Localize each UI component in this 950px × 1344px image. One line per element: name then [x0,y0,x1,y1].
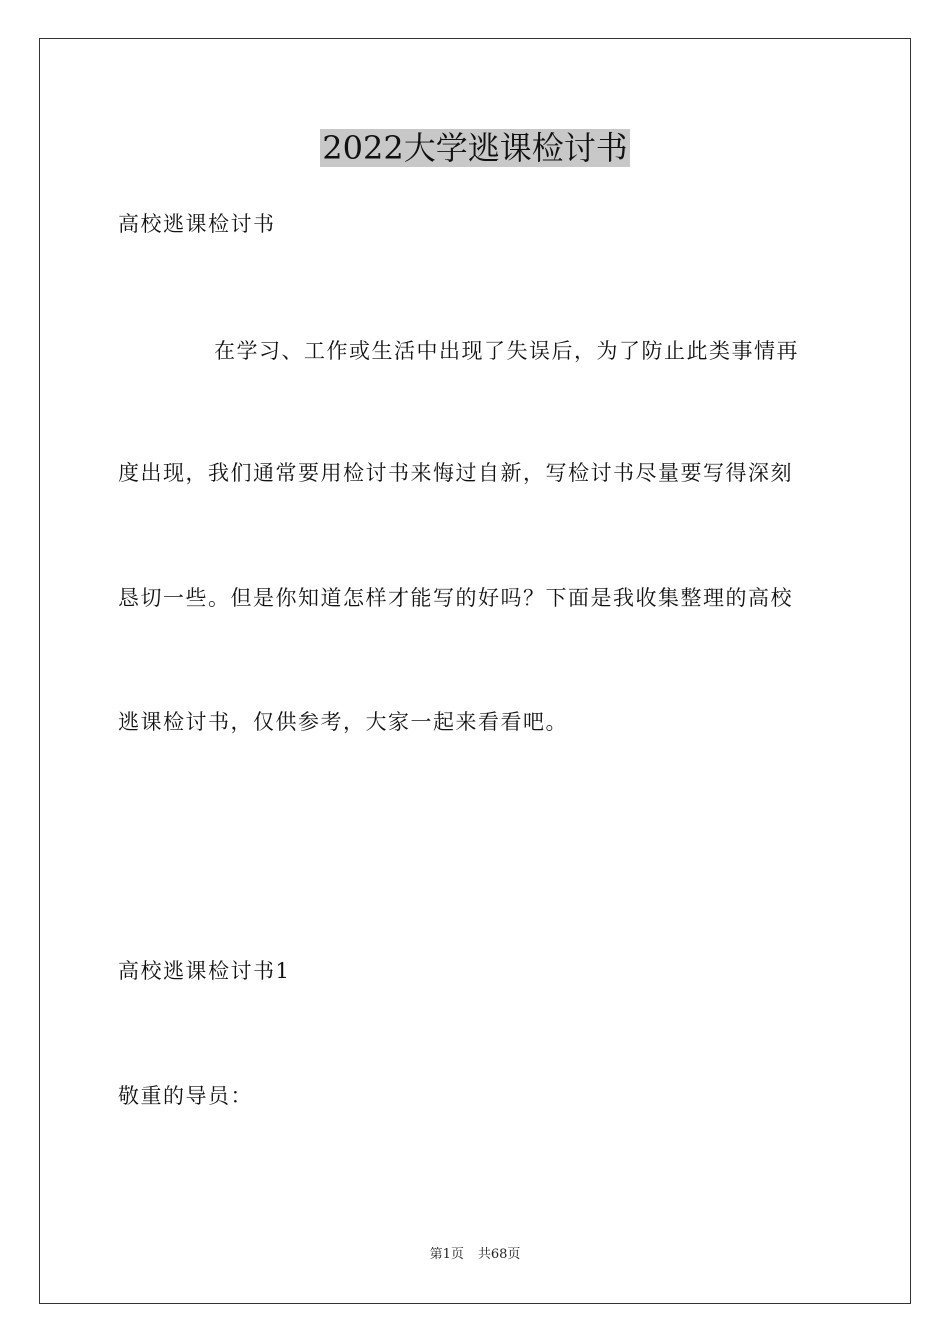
document-title [0,128,950,168]
document-title-text: 2022大学逃课检讨书 [322,129,628,167]
salutation: 敬重的导员： [118,1084,253,1108]
document-subtitle: 高校逃课检讨书 [118,212,276,236]
page-footer [0,1246,950,1264]
section-heading: 高校逃课检讨书1 [118,959,291,983]
intro-line-3: 恳切一些。但是你知道怎样才能写的好吗？下面是我收集整理的高校 [118,586,793,610]
intro-line-2: 度出现，我们通常要用检讨书来悔过自新，写检讨书尽量要写得深刻 [118,461,793,485]
intro-line-4: 逃课检讨书，仅供参考，大家一起来看看吧。 [118,710,568,734]
intro-line-1: 在学习、工作或生活中出现了失误后，为了防止此类事情再 [214,339,799,363]
page-number: 第1页 [429,1247,464,1262]
total-pages: 共68页 [477,1247,521,1262]
